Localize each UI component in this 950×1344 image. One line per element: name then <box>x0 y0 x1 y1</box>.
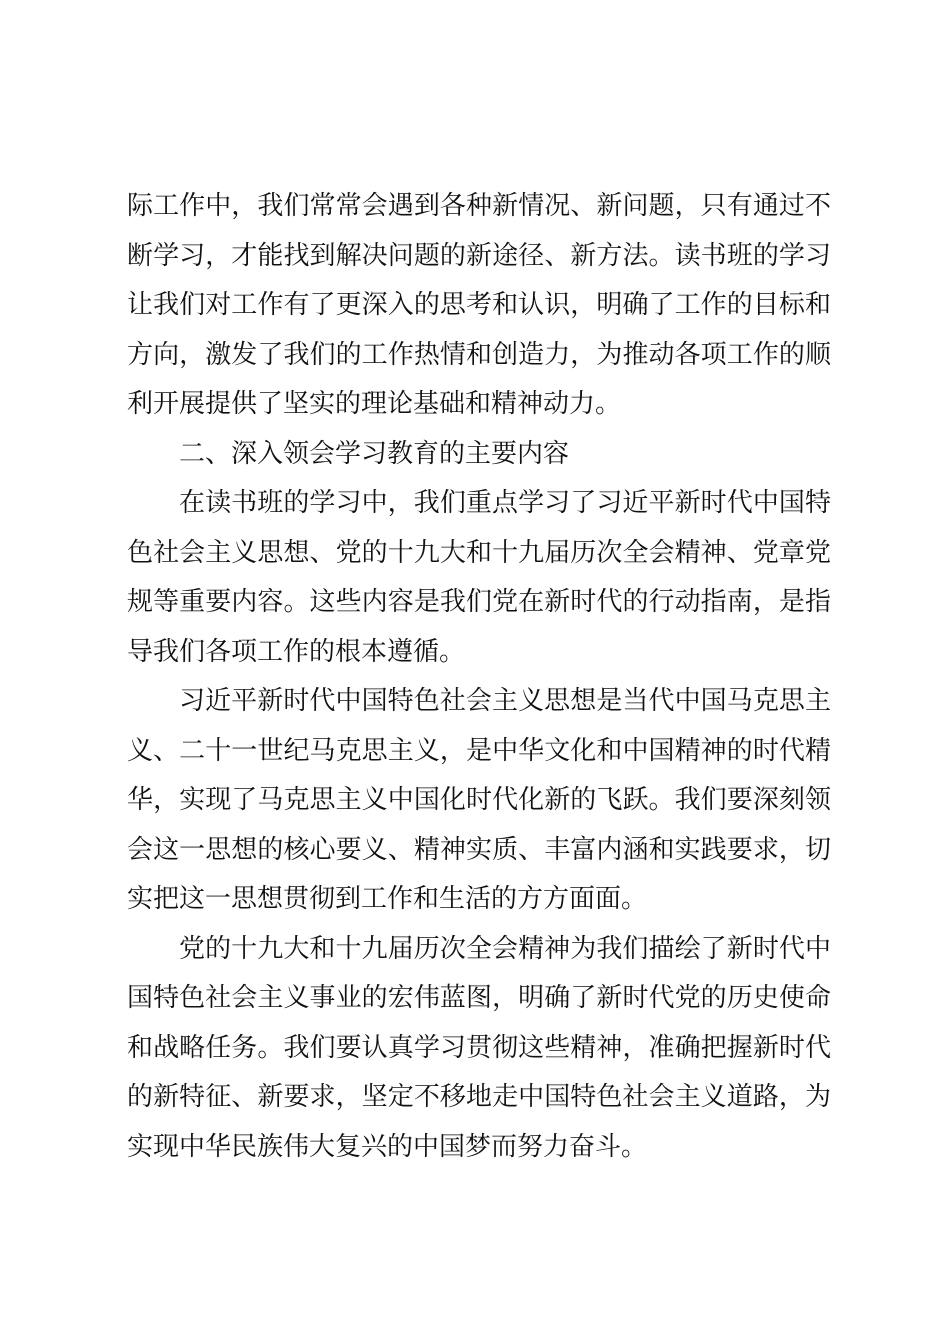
text-line: 华，实现了马克思主义中国化时代化新的飞跃。我们要深刻领 <box>127 785 831 815</box>
text-line: 断学习，才能找到解决问题的新途径、新方法。读书班的学习 <box>127 240 831 271</box>
text-line: 色社会主义思想、党的十九大和十九届历次全会精神、党章党 <box>127 537 831 568</box>
text-line: 际工作中，我们常常会遇到各种新情况、新问题，只有通过不 <box>127 191 831 221</box>
text-line: 规等重要内容。这些内容是我们党在新时代的行动指南，是指 <box>127 587 831 617</box>
text-line: 方向，激发了我们的工作热情和创造力，为推动各项工作的顺 <box>127 339 831 370</box>
text-line: 义、二十一世纪马克思主义，是中华文化和中国精神的时代精 <box>127 735 831 766</box>
text-line: 在读书班的学习中，我们重点学习了习近平新时代中国特 <box>179 488 831 518</box>
text-line: 实现中华民族伟大复兴的中国梦而努力奋斗。 <box>127 1131 648 1162</box>
section-heading: 二、深入领会学习教育的主要内容 <box>179 438 570 469</box>
text-line: 实把这一思想贯彻到工作和生活的方方面面。 <box>127 884 648 914</box>
text-line: 会这一思想的核心要义、精神实质、丰富内涵和实践要求，切 <box>127 834 831 865</box>
text-line: 国特色社会主义事业的宏伟蓝图，明确了新时代党的历史使命 <box>127 983 831 1013</box>
document-body <box>127 182 831 1172</box>
text-line: 让我们对工作有了更深入的思考和认识，明确了工作的目标和 <box>127 290 831 320</box>
text-line: 党的十九大和十九届历次全会精神为我们描绘了新时代中 <box>179 933 831 964</box>
text-line: 利开展提供了坚实的理论基础和精神动力。 <box>127 389 622 419</box>
text-line: 习近平新时代中国特色社会主义思想是当代中国马克思主 <box>179 686 831 716</box>
text-line: 的新特征、新要求，坚定不移地走中国特色社会主义道路，为 <box>127 1082 831 1112</box>
text-line: 导我们各项工作的根本遵循。 <box>127 636 466 667</box>
text-line: 和战略任务。我们要认真学习贯彻这些精神，准确把握新时代 <box>127 1032 831 1063</box>
